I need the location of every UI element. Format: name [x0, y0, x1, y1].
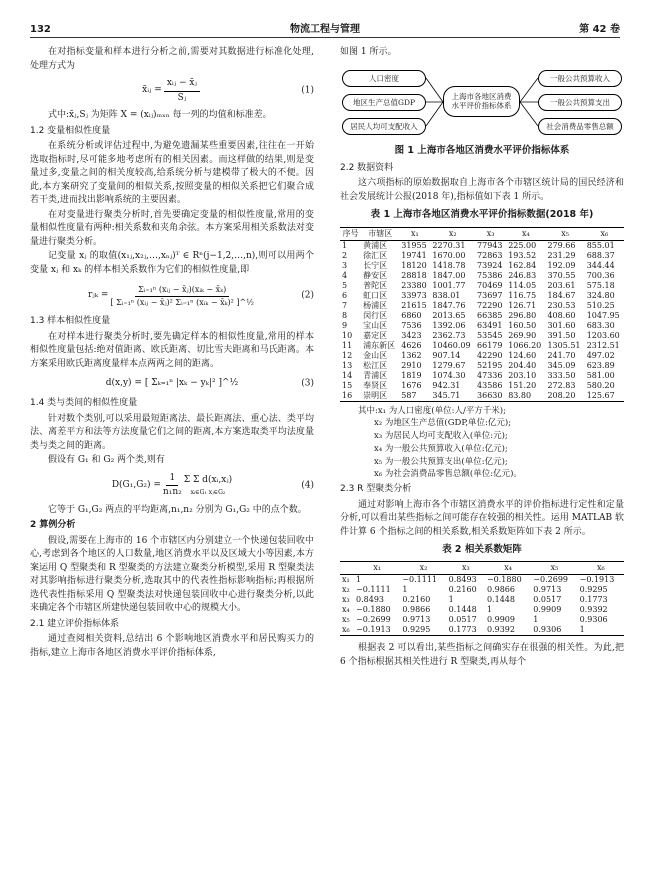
- table-cell: 184.67: [547, 290, 576, 300]
- figure-1-diagram: [340, 64, 624, 140]
- table-cell: 3: [342, 260, 348, 270]
- section-heading: 1.2 变量相似性度量: [30, 125, 111, 136]
- column-header: x₁: [354, 562, 400, 575]
- section-heading: 2.1 建立评价指标体系: [30, 618, 120, 629]
- table-cell: 344.44: [586, 260, 615, 270]
- paragraph: 在对变量进行聚类分析时,首先要确定变量的相似性度量,常用的变量相似性度量有两种:相关系数和夹角余弦。本方案采用相关系数法对变量进行聚类分析。: [30, 209, 314, 247]
- table-cell: 1: [342, 240, 348, 250]
- table-row: [340, 371, 624, 381]
- equation-number: (2): [301, 290, 314, 301]
- table-row: [340, 575, 624, 586]
- table-row: [340, 605, 624, 615]
- table-cell: 长宁区: [363, 260, 388, 270]
- table-cell: x₄: [342, 605, 350, 615]
- table-row: [340, 311, 624, 321]
- table-cell: x₃: [342, 595, 350, 605]
- section-heading: 1.4 类与类间的相似性度量: [30, 398, 138, 408]
- table-cell: 942.31: [432, 380, 461, 390]
- table-cell: 7536: [401, 320, 422, 330]
- table-cell: 0.9909: [486, 615, 515, 625]
- diagram-node-left: 人口密度: [342, 70, 426, 87]
- table-cell: 0.9295: [402, 625, 431, 635]
- column-header: 序号: [340, 227, 361, 240]
- table-cell: 1362: [401, 350, 422, 360]
- equation-3: d(x,y) = [ Σₖ₌₁ⁿ |xₖ − yₖ|² ]^½ (3): [30, 375, 314, 393]
- table-cell: 0.9866: [402, 605, 431, 615]
- diagram-node-left: 居民人均可支配收入: [342, 118, 426, 135]
- table-row: [340, 615, 624, 625]
- table-cell: 2362.73: [432, 330, 466, 340]
- table-cell: −0.1913: [356, 625, 391, 635]
- table-cell: 77943: [477, 240, 503, 250]
- table-cell: 497.02: [586, 350, 615, 360]
- diagram-node-right: 一般公共预算支出: [538, 94, 622, 111]
- table-cell: 1047.95: [586, 310, 620, 320]
- table-cell: 静安区: [363, 270, 388, 280]
- table-cell: 15: [342, 380, 353, 390]
- table-1: [340, 227, 624, 402]
- table-cell: 0.9713: [402, 615, 431, 625]
- table-cell: 2013.65: [432, 310, 466, 320]
- table-notes: [340, 405, 624, 482]
- table-cell: 0.1773: [448, 625, 477, 635]
- table-cell: 272.83: [547, 380, 576, 390]
- table-cell: 闵行区: [363, 310, 388, 320]
- equation-number: (4): [301, 479, 314, 490]
- paragraph: 它等于 G₁,G₂ 两点的平均距离,n₁,n₂ 分别为 G₁,G₂ 中的点个数。: [48, 504, 307, 515]
- table-cell: 124.60: [508, 350, 537, 360]
- note-line: x₆ 为社会消费品零售总额(单位:亿元)。: [374, 469, 522, 480]
- table-caption: 表 2 相关系数矩阵: [442, 544, 522, 555]
- table-cell: x₂: [342, 585, 350, 595]
- table-cell: −0.1111: [356, 585, 391, 595]
- table-cell: 1305.51: [547, 340, 581, 350]
- table-row: [340, 361, 624, 371]
- table-cell: 279.66: [547, 240, 576, 250]
- table-cell: 1: [402, 585, 408, 595]
- table-cell: 126.71: [508, 300, 537, 310]
- table-cell: 510.25: [586, 300, 615, 310]
- diagram-center-node: 上海市各地区消费水平评价指标体系: [443, 86, 520, 118]
- equation-4: D(G₁,G₂) = $\frac{1}{\text{n₁n₂}}$ Σ Σ d(xᵢ,xⱼ) xᵢ∈G₁ xⱼ∈G₂ (4): [111, 472, 314, 497]
- volume-label: 第 42 卷: [579, 24, 620, 35]
- table-cell: 72290: [477, 300, 503, 310]
- table-cell: 0.9866: [486, 585, 515, 595]
- table-row: [340, 251, 624, 261]
- column-header: x₄: [485, 562, 531, 575]
- table-row: [340, 381, 624, 391]
- table-cell: 42290: [477, 350, 503, 360]
- note-line: x₄ 为一般公共预算收入(单位:亿元);: [374, 443, 508, 454]
- page-header: [30, 20, 620, 38]
- table-row: [340, 291, 624, 301]
- table-cell: −0.1880: [356, 605, 391, 615]
- table-cell: 575.18: [586, 280, 615, 290]
- table-cell: 18120: [401, 260, 427, 270]
- table-cell: 0.0517: [533, 595, 562, 605]
- table-row: [340, 271, 624, 281]
- table-cell: 1676: [401, 380, 422, 390]
- section-heading: 1.3 样本相似性度量: [30, 316, 111, 326]
- table-cell: 688.37: [586, 250, 615, 260]
- table-cell: 587: [401, 390, 417, 400]
- table-cell: 160.50: [508, 320, 537, 330]
- table-cell: 301.60: [547, 320, 576, 330]
- equation-number: (1): [301, 85, 314, 96]
- table-cell: 徐汇区: [363, 250, 388, 260]
- table-cell: 345.09: [547, 360, 576, 370]
- section-heading: 2 算例分析: [30, 520, 76, 530]
- table-cell: 33973: [401, 290, 427, 300]
- note-line: x₃ 为居民人均可支配收入(单位:元);: [374, 431, 508, 441]
- left-column: [30, 46, 314, 661]
- table-cell: 0.8493: [448, 575, 477, 585]
- table-cell: 嘉定区: [363, 330, 388, 340]
- paragraph: 如图 1 所示。: [340, 47, 397, 57]
- table-row: [340, 351, 624, 361]
- column-header: [340, 562, 354, 575]
- table-cell: 1066.20: [508, 340, 542, 350]
- table-cell: 10460.09: [432, 340, 471, 350]
- table-row: [340, 331, 624, 341]
- paragraph: 记变量 xⱼ 的取值(x₁ⱼ,x₂ⱼ,…,xₙⱼ)ᵀ ∈ Rⁿ(j−1,2,…,n),则可以用两个变量 xⱼ 和 xₖ 的样本相关系数作为它们的相似性度量,即: [30, 251, 314, 275]
- table-cell: 0.8493: [356, 595, 385, 605]
- table-cell: 345.71: [432, 390, 461, 400]
- paragraph: 通过对影响上海市各个市辖区消费水平的评价指标进行定性和定量分析,可以看出某些指标之间可能存在较强的相关性。运用 MATLAB 软件计算 6 个指标之间的相关系数,相关系数矩阵如下表 2 所示。: [340, 499, 624, 537]
- table-cell: 普陀区: [363, 280, 388, 290]
- table-cell: 28818: [401, 270, 427, 280]
- diagram-node-right: 社会消费品零售总额: [538, 118, 622, 135]
- table-cell: 1847.00: [432, 270, 466, 280]
- table-cell: 580.20: [586, 380, 615, 390]
- table-cell: 125.67: [586, 390, 615, 400]
- table-row: [340, 585, 624, 595]
- table-cell: 1847.76: [432, 300, 466, 310]
- table-cell: 2910: [401, 360, 422, 370]
- paragraph: 根据表 2 可以看出,某些指标之间确实存在很强的相关性。为此,把 6 个指标根据其相关性进行 R 型聚类,再从每个: [340, 643, 624, 667]
- table-cell: −0.2699: [356, 615, 391, 625]
- page-number: 132: [30, 24, 51, 35]
- table-cell: 162.84: [508, 260, 537, 270]
- table-cell: 0.1448: [448, 605, 477, 615]
- table-cell: 黄浦区: [363, 240, 388, 250]
- table-cell: 0.1773: [579, 595, 608, 605]
- column-header: x₃: [447, 562, 485, 575]
- table-cell: 松江区: [363, 360, 388, 370]
- table-cell: 9: [342, 320, 348, 330]
- table-cell: 408.60: [547, 310, 576, 320]
- table-cell: −0.1880: [486, 575, 522, 585]
- column-header: x₃: [475, 227, 506, 240]
- table-cell: 1418.78: [432, 260, 466, 270]
- paragraph: 在系统分析或评估过程中,为避免遗漏某些重要因素,往往在一开始选取指标时,尽可能多地考虑所有的相关因素。而这样做的结果,则是变量过多,变量之间的相关度较高,给系统分析与建模带了极大的不便。因此,本方案研究了变量间的相似关系,按照变量的相似关系把它们聚合成若干类,进而找出影响系统的主要因素。: [30, 141, 314, 205]
- table-cell: 14: [342, 370, 353, 380]
- journal-title: 物流工程与管理: [290, 24, 360, 35]
- table-cell: 6: [342, 290, 348, 300]
- table-cell: 855.01: [586, 240, 615, 250]
- column-header: x₁: [399, 227, 430, 240]
- table-row: [340, 281, 624, 291]
- table-cell: 581.00: [586, 370, 615, 380]
- table-row: [340, 595, 624, 605]
- table-cell: 1392.06: [432, 320, 466, 330]
- table-row: [340, 321, 624, 331]
- table-cell: 1: [356, 575, 362, 585]
- table-cell: 2: [342, 250, 348, 260]
- table-cell: 2270.31: [432, 240, 466, 250]
- right-column: [340, 46, 624, 670]
- table-cell: 203.10: [508, 370, 537, 380]
- table-cell: 73697: [477, 290, 503, 300]
- table-cell: 66385: [477, 310, 503, 320]
- table-cell: 70469: [477, 280, 503, 290]
- table-cell: 230.53: [547, 300, 576, 310]
- table-cell: 66179: [477, 340, 503, 350]
- table-cell: 4: [342, 270, 348, 280]
- paragraph: 针对数个类别,可以采用最短距离法、最长距离法、重心法、类平均法、离差平方和法等方法度量它们之间的距离,本方案选取类平均法度量类与类之间的距离。: [30, 413, 314, 451]
- table-cell: 391.50: [547, 330, 576, 340]
- table-cell: 2312.51: [586, 340, 620, 350]
- column-header: 市辖区: [361, 227, 399, 240]
- table-cell: 虹口区: [363, 290, 388, 300]
- table-cell: 0.2160: [402, 595, 431, 605]
- note-line: x₅ 为一般公共预算支出(单位:亿元);: [374, 456, 508, 467]
- table-cell: −0.1913: [579, 575, 615, 585]
- table-cell: 114.05: [508, 280, 537, 290]
- table-cell: 63491: [477, 320, 503, 330]
- table-cell: 231.29: [547, 250, 576, 260]
- table-cell: 青浦区: [363, 370, 388, 380]
- column-header: x₅: [545, 227, 584, 240]
- table-cell: 0.9392: [579, 605, 608, 615]
- table-cell: 4626: [401, 340, 422, 350]
- table-cell: 宝山区: [363, 320, 388, 330]
- table-cell: 75386: [477, 270, 503, 280]
- table-cell: 0.9306: [533, 625, 562, 635]
- table-cell: 金山区: [363, 350, 388, 360]
- paragraph: 在对样本进行聚类分析时,要先确定样本的相似性度量,常用的样本相似性度量包括:绝对值距离、欧氏距离、切比雪夫距离和马氏距离。本方案采用欧氏距离度量样本点两两之间的距离。: [30, 331, 314, 369]
- table-cell: 1: [533, 615, 539, 625]
- column-header: x₄: [506, 227, 545, 240]
- table-cell: 36630: [477, 390, 503, 400]
- table-cell: 3423: [401, 330, 422, 340]
- table-cell: 1: [579, 625, 585, 635]
- table-cell: x₅: [342, 615, 350, 625]
- column-header: x₅: [531, 562, 577, 575]
- column-header: x₂: [430, 227, 475, 240]
- table-cell: 12: [342, 350, 353, 360]
- table-cell: 683.30: [586, 320, 615, 330]
- table-cell: 1819: [401, 370, 422, 380]
- table-cell: x₁: [342, 575, 350, 585]
- table-cell: 907.14: [432, 350, 461, 360]
- table-cell: 296.80: [508, 310, 537, 320]
- table-cell: 1: [486, 605, 493, 615]
- paragraph: 这六项指标的原始数据取自上海市各个市辖区统计局的国民经济和社会发展统计公报(2018 年),指标值如下表 1 所示。: [340, 178, 624, 202]
- table-cell: 奉贤区: [363, 380, 388, 390]
- table-cell: 269.90: [508, 330, 537, 340]
- table-row: [340, 391, 624, 402]
- table-cell: 0.0517: [448, 615, 477, 625]
- table-cell: x₆: [342, 625, 350, 635]
- table-cell: 0.9713: [533, 585, 562, 595]
- table-cell: 72863: [477, 250, 503, 260]
- table-cell: 11: [342, 340, 353, 350]
- table-cell: 151.20: [508, 380, 537, 390]
- table-cell: 31955: [401, 240, 427, 250]
- table-cell: 5: [342, 280, 348, 290]
- table-cell: 623.89: [586, 360, 615, 370]
- table-cell: 246.83: [508, 270, 537, 280]
- table-cell: 1203.60: [586, 330, 620, 340]
- table-cell: 21615: [401, 300, 427, 310]
- table-cell: −0.1111: [402, 575, 438, 585]
- table-cell: 0.9295: [579, 585, 608, 595]
- table-cell: 241.70: [547, 350, 576, 360]
- note-line: x₂ 为地区生产总值(GDP,单位:亿元);: [374, 418, 512, 429]
- table-cell: 7: [342, 300, 348, 310]
- note-line: 其中:x₁ 为人口密度(单位:人/平方千米);: [358, 405, 506, 416]
- table-cell: 225.00: [508, 240, 537, 250]
- table-cell: 838.01: [432, 290, 461, 300]
- table-cell: 19741: [401, 250, 427, 260]
- section-heading: 2.3 R 型聚类分析: [340, 484, 412, 494]
- table-cell: 1001.77: [432, 280, 466, 290]
- paragraph: 通过查阅相关资料,总结出 6 个影响地区消费水平和居民购买力的指标,建立上海市各地区消费水平评价指标体系,: [30, 634, 314, 658]
- table-row: [340, 625, 624, 636]
- table-2: [340, 561, 624, 636]
- paragraph: 假设,需要在上海市的 16 个市辖区内分别建立一个快递包装回收中心,考虑到各个地区的人口数量,地区消费水平以及区域大小等因素,本方案运用 Q 型聚类和 R 型聚类的方法建立聚类分析模型,采用 R 型聚类法对其影响指标进行聚类分析,选取其中的代表性指标影响指标;再根据所选代表性指标采用 Q 型聚类法对快递包装回收中心进行聚类分析,以此来确定各个市辖区所建快递包装回收中心的规模大小。: [30, 535, 314, 613]
- table-cell: 370.55: [547, 270, 576, 280]
- table-cell: 8: [342, 310, 348, 320]
- table-caption: 表 1 上海市各地区消费水平评价指标数据(2018 年): [370, 209, 594, 221]
- table-cell: 192.09: [547, 260, 576, 270]
- table-cell: 208.20: [547, 390, 576, 400]
- table-cell: 10: [342, 330, 353, 340]
- diagram-node-left: 地区生产总值GDP: [342, 94, 426, 111]
- table-cell: 116.75: [508, 290, 537, 300]
- table-cell: 43586: [477, 380, 503, 390]
- table-cell: 13: [342, 360, 353, 370]
- table-row: [340, 341, 624, 351]
- table-cell: 52195: [477, 360, 503, 370]
- table-cell: 73924: [477, 260, 503, 270]
- table-cell: 0.9306: [579, 615, 608, 625]
- table-row: [340, 240, 624, 251]
- table-cell: 700.36: [586, 270, 615, 280]
- paragraph: 假设有 G₁ 和 G₂ 两个类,则有: [48, 455, 165, 465]
- table-cell: 23380: [401, 280, 427, 290]
- table-cell: 0.2160: [448, 585, 477, 595]
- table-cell: 83.80: [508, 390, 532, 400]
- table-cell: 203.61: [547, 280, 576, 290]
- table-cell: 333.50: [547, 370, 576, 380]
- table-cell: 0.9392: [486, 625, 515, 635]
- table-cell: 324.80: [586, 290, 615, 300]
- table-cell: 1: [448, 595, 454, 605]
- table-cell: 1279.67: [432, 360, 466, 370]
- figure-caption: 图 1 上海市各地区消费水平评价指标体系: [394, 144, 570, 156]
- table-cell: 16: [342, 390, 353, 400]
- column-header: x₆: [585, 227, 624, 240]
- equation-2: rⱼₖ = $\frac{\text{Σᵢ₌₁ⁿ (xᵢⱼ − x̄ⱼ)(xᵢₖ − x̄ₖ)}}{\text{[ Σᵢ₌₁ⁿ (xᵢⱼ − x̄ⱼ)² Σᵢ₌₁ⁿ (xᵢₖ − x̄ₖ)² ]\textasciicircum{}½}}$ (2): [88, 284, 314, 307]
- section-heading: 2.2 数据资料: [340, 162, 394, 173]
- table-cell: 1670.00: [432, 250, 466, 260]
- table-cell: 1074.30: [432, 370, 466, 380]
- table-cell: 0.1448: [486, 595, 515, 605]
- table-cell: 杨浦区: [363, 300, 388, 310]
- column-header: x₆: [578, 562, 624, 575]
- table-row: [340, 301, 624, 311]
- equation-number: (3): [301, 378, 314, 389]
- table-cell: 47336: [477, 370, 503, 380]
- table-cell: 6860: [401, 310, 422, 320]
- table-row: [340, 261, 624, 271]
- table-cell: 崇明区: [363, 390, 388, 400]
- table-cell: 193.52: [508, 250, 537, 260]
- diagram-node-right: 一般公共预算收入: [538, 70, 622, 87]
- paragraph: 式中:x̄ⱼ,Sⱼ 为矩阵 X = (xᵢⱼ)ₘₓₙ 每一列的均值和标准差。: [48, 110, 272, 120]
- paragraph: 在对指标变量和样本进行分析之前,需要对其数据进行标准化处理,处理方式为: [30, 47, 314, 71]
- column-header: x₂: [400, 562, 446, 575]
- table-cell: 0.9909: [533, 605, 562, 615]
- table-cell: 53545: [477, 330, 503, 340]
- table-cell: −0.2699: [533, 575, 568, 585]
- equation-1: x̃ᵢⱼ = $\frac{\text{xᵢⱼ − x̄ⱼ}}{\text{Sⱼ}}$ (1): [142, 78, 314, 103]
- table-cell: 浦东新区: [363, 340, 396, 350]
- table-cell: 204.40: [508, 360, 537, 370]
